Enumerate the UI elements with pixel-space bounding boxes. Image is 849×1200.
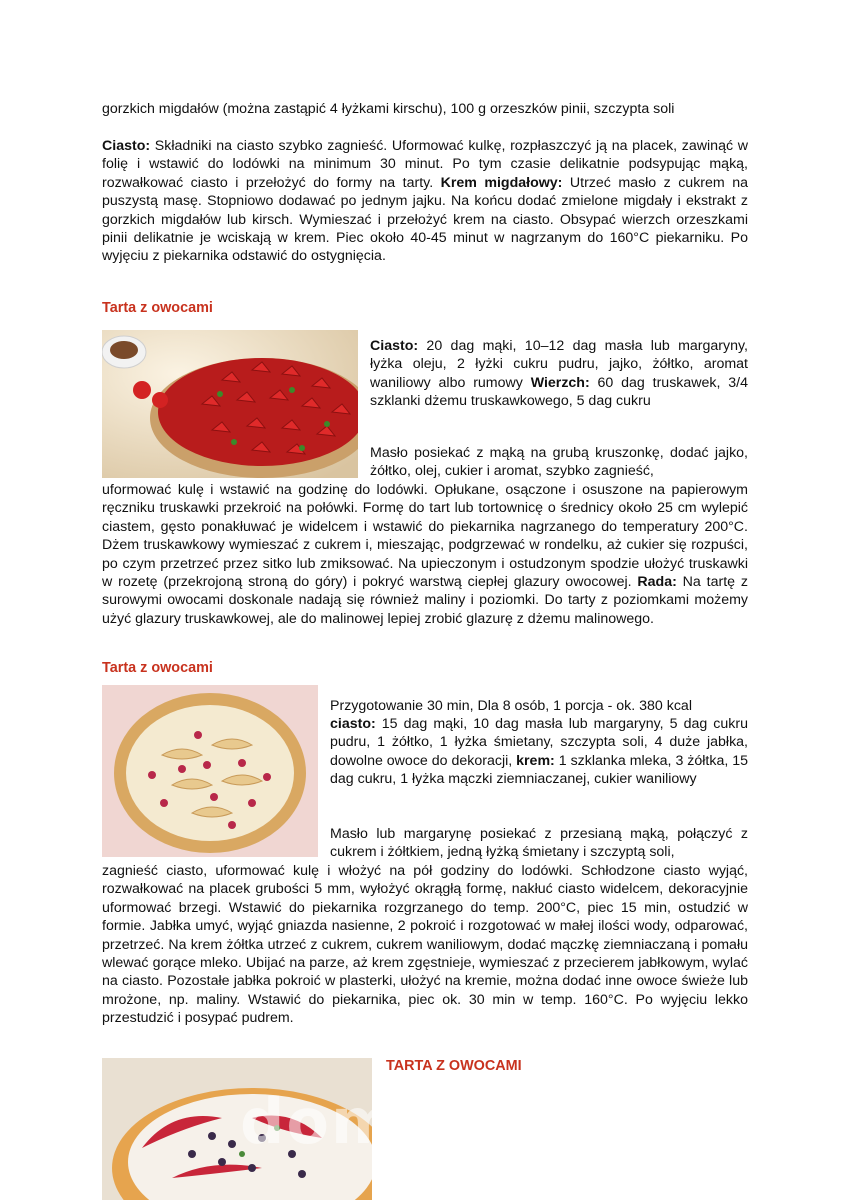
recipe1-method: uformować kulę i wstawić na godzinę do lodówki. Opłukane, osączone i osuszone na papierowym ręczniku truskawki przekroić na połówki. Formę do tart lub tortownicę o średnicy około 25 cm wylepić ciastem, gęsto ponakłuwać je widelcem i wstawić do piekarnika nagrzanego do temperatury 200°C. Dżem truskawkowy wymieszać z cukrem i, mieszając, podgrzewać w rondelku, aż cukier się rozpuści, po czym przetrzeć przez sitko lub zmiksować. Na upieczonym i ostudzonym spodzie ułożyć truskawki w rozetę (przekrojoną stroną do góry) i pokryć warstwą ciepłej glazury owocowej. Rada: Na tartę z surowymi owocami doskonale nadają się również maliny i poziomki. Do tarty z poziomkami możemy użyć glazury truskawkowej, ale do malinowej lepiej zrobić glazurę z dżemu malinowego. [102,482,748,627]
wierzch-label: Wierzch: [530,374,590,391]
intro-method-paragraph: Ciasto: Składniki na ciasto szybko zagnieść. Uformować kulkę, rozpłaszczyć ją na placek, zawinąć w folię i wstawić do lodówki na minimum 30 minut. Po tym czasie delikatnie podsypując mąką, rozwałkować ciasto i przełożyć do formy na tarty. Krem migdałowy: Utrzeć masło z cukrem na puszystą masę. Stopniowo dodawać po jednym jajku. Na końcu dodać zmielone migdały i ekstrakt z gorzkich migdałów lub kirsch. Wymieszać i przełożyć krem na ciasto. Obsypać wierzch orzeszkami pinii delikatnie je wciskają w krem. Piec około 40-45 minut w nagrzanym do 160°C piekarniku. Po wyjęciu z piekarnika odstawić do ostygnięcia. [102,138,748,265]
recipe2-title: Tarta z owocami [102,660,213,676]
strawberry-tart-photo [102,330,358,478]
recipe2-meta: Przygotowanie 30 min, Dla 8 osób, 1 porcja - ok. 380 kcal [330,698,692,714]
intro-ingredients-line: gorzkich migdałów (można zastąpić 4 łyżkami kirschu), 100 g orzeszków pinii, szczypta soli [102,101,675,117]
watermark-logo: domowe.pl [240,1085,641,1158]
recipe1-method-top: Masło posiekać z mąką na grubą kruszonkę, dodać jajko, żółtko, olej, cukier i aromat, szybko zagnieść, [370,445,748,480]
recipe1-ingredients: Ciasto: 20 dag mąki, 10–12 dag masła lub margaryny, łyżka oleju, 2 łyżki cukru pudru, jajko, żółtko, aromat waniliowy albo rumowy Wierzch: 60 dag truskawek, 3/4 szklanki dżemu truskawkowego, 5 dag cukru [370,338,749,410]
rada-label: Rada: [637,574,677,591]
recipe2-ingredients: ciasto: 15 dag mąki, 10 dag masła lub margaryny, 5 dag cukru pudru, 1 żółtko, 1 łyżka śmietany, szczypta soli, 4 duże jabłka, dowolne owoce do dekoracji, krem: 1 szklanka mleka, 3 żółtka, 15 dag cukru, 1 łyżka mączki ziemniaczanej, cukier waniliowy [330,716,748,788]
apple-tart-photo [102,685,318,857]
recipe2-method: zagnieść ciasto, uformować kulę i włożyć na pół godziny do lodówki. Schłodzone ciasto wyjąć, rozwałkować na placek grubości 5 mm, wyłożyć okrągłą formę, nakłuć ciasto widelcem, dekoracyjnie uformować brzegi. Wstawić do piekarnika rozgrzanego do temp. 200°C, piec 15 min, ostudzić w formie. Jabłka umyć, wyjąć gniazda nasienne, 2 pokroić i rozgotować w małej ilości wody, odparować, przetrzeć. Na krem żółtka utrzeć z cukrem, cukrem waniliowym, dodać mączkę ziemniaczaną i pomału wlewać gorące mleko. Ubijać na parze, aż krem zgęstnieje, wymieszać z przecierem jabłkowym, wylać na ciasto. Pozostałe jabłka pokroić w plasterki, ułożyć na kremie, można dodać inne owoce świeże lub mrożone, np. maliny. Wstawić do piekarnika, piec ok. 30 min w temp. 160°C. Po wyjęciu lekko przestudzić i posypać pudrem. [102,863,748,1027]
recipe2-method-top: Masło lub margarynę posiekać z przesianą mąką, połączyć z cukrem i żółtkiem, jedną łyżką śmietany i szczyptą soli, [330,826,748,861]
recipe1-title: Tarta z owocami [102,300,213,316]
recipe3-title: TARTA Z OWOCAMI [386,1058,522,1074]
ciasto-label: Ciasto: [102,138,151,154]
krem-label: Krem migdałowy: [440,174,563,191]
krem-label-2: krem: [516,752,555,769]
